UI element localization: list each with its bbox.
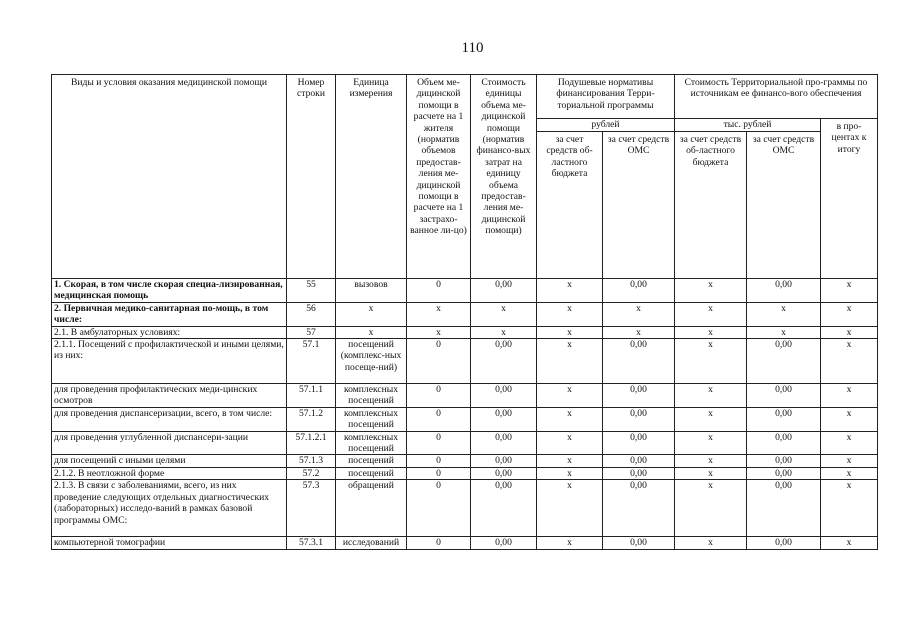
cell-name: компьютерной томографии bbox=[52, 537, 287, 549]
cell-unit: комплексных посещений bbox=[336, 384, 407, 408]
table-row bbox=[52, 279, 878, 303]
cell-cost-regional: x bbox=[675, 537, 747, 549]
cell-cost-oms: 0,00 bbox=[747, 279, 821, 303]
cell-row-number: 57.2 bbox=[287, 467, 336, 479]
cell-unit-cost: 0,00 bbox=[471, 467, 537, 479]
cell-unit-cost: 0,00 bbox=[471, 431, 537, 455]
cell-cost-oms: 0,00 bbox=[747, 339, 821, 384]
cell-cost-oms: x bbox=[747, 302, 821, 326]
cell-percent: x bbox=[821, 339, 878, 384]
cell-norm-oms: 0,00 bbox=[603, 339, 675, 384]
cell-percent: x bbox=[821, 279, 878, 303]
cell-volume: 0 bbox=[407, 339, 471, 384]
header-norm-regional-budget: за счет средств об-ластного бюджета bbox=[537, 132, 603, 279]
table-row bbox=[52, 407, 878, 431]
cell-norm-oms: 0,00 bbox=[603, 455, 675, 467]
cell-unit-cost: 0,00 bbox=[471, 339, 537, 384]
cell-row-number: 56 bbox=[287, 302, 336, 326]
funding-table bbox=[51, 74, 878, 550]
cell-unit: комплексных посещений bbox=[336, 407, 407, 431]
cell-norm-oms: x bbox=[603, 326, 675, 338]
table-row bbox=[52, 326, 878, 338]
cell-cost-oms: 0,00 bbox=[747, 537, 821, 549]
cell-name: для проведения профилактических меди-цинских осмотров bbox=[52, 384, 287, 408]
cell-unit: посещений bbox=[336, 455, 407, 467]
header-norm-oms: за счет средств ОМС bbox=[603, 132, 675, 279]
cell-cost-regional: x bbox=[675, 431, 747, 455]
cell-unit: вызовов bbox=[336, 279, 407, 303]
cell-row-number: 57.1.2 bbox=[287, 407, 336, 431]
cell-volume: 0 bbox=[407, 537, 471, 549]
cell-percent: x bbox=[821, 480, 878, 537]
table-body bbox=[52, 279, 878, 550]
cell-norm-oms: x bbox=[603, 302, 675, 326]
header-per-capita-norms: Подушевые нормативы финансирования Терри-ториальной программы bbox=[537, 75, 675, 119]
cell-unit-cost: 0,00 bbox=[471, 480, 537, 537]
cell-cost-regional: x bbox=[675, 480, 747, 537]
cell-percent: x bbox=[821, 407, 878, 431]
cell-cost-oms: 0,00 bbox=[747, 480, 821, 537]
page-number: 110 bbox=[461, 40, 484, 56]
table-row bbox=[52, 480, 878, 537]
cell-norm-regional: x bbox=[537, 339, 603, 384]
cell-volume: 0 bbox=[407, 279, 471, 303]
cell-row-number: 57.1.1 bbox=[287, 384, 336, 408]
header-unit-cost: Стоимость единицы объема ме-дицинской помощи (норматив финансо-вых затрат на единицу объема предостав-ления ме-дицинской помощи) bbox=[471, 75, 537, 279]
header-cost-oms: за счет средств ОМС bbox=[747, 132, 821, 279]
header-program-cost: Стоимость Территориальной про-граммы по источникам ее финансо-вого обеспечения bbox=[675, 75, 878, 119]
cell-unit: обращений bbox=[336, 480, 407, 537]
cell-percent: x bbox=[821, 384, 878, 408]
cell-row-number: 57.3.1 bbox=[287, 537, 336, 549]
cell-volume: 0 bbox=[407, 455, 471, 467]
header-type: Виды и условия оказания медицинской помощи bbox=[52, 75, 287, 279]
cell-name: 2.1.2. В неотложной форме bbox=[52, 467, 287, 479]
cell-percent: x bbox=[821, 431, 878, 455]
cell-norm-oms: 0,00 bbox=[603, 467, 675, 479]
cell-volume: 0 bbox=[407, 480, 471, 537]
cell-norm-regional: x bbox=[537, 431, 603, 455]
cell-row-number: 57.1.3 bbox=[287, 455, 336, 467]
table-row bbox=[52, 467, 878, 479]
cell-unit-cost: 0,00 bbox=[471, 455, 537, 467]
cell-volume: 0 bbox=[407, 407, 471, 431]
cell-norm-regional: x bbox=[537, 384, 603, 408]
table-row bbox=[52, 302, 878, 326]
cell-percent: x bbox=[821, 326, 878, 338]
cell-norm-regional: x bbox=[537, 326, 603, 338]
cell-cost-regional: x bbox=[675, 326, 747, 338]
cell-name: 1. Скорая, в том числе скорая специа-лизированная, медицинская помощь bbox=[52, 279, 287, 303]
cell-percent: x bbox=[821, 302, 878, 326]
cell-row-number: 57.1.2.1 bbox=[287, 431, 336, 455]
cell-percent: x bbox=[821, 537, 878, 549]
cell-cost-regional: x bbox=[675, 407, 747, 431]
cell-cost-regional: x bbox=[675, 467, 747, 479]
cell-cost-regional: x bbox=[675, 302, 747, 326]
cell-unit-cost: 0,00 bbox=[471, 407, 537, 431]
cell-cost-oms: x bbox=[747, 326, 821, 338]
cell-row-number: 57.1 bbox=[287, 339, 336, 384]
header-unit-rubles: рублей bbox=[537, 119, 675, 132]
cell-volume: 0 bbox=[407, 467, 471, 479]
table-row bbox=[52, 339, 878, 384]
cell-cost-oms: 0,00 bbox=[747, 455, 821, 467]
cell-norm-oms: 0,00 bbox=[603, 480, 675, 537]
cell-norm-regional: x bbox=[537, 279, 603, 303]
header-cost-regional-budget: за счет средств об-ластного бюджета bbox=[675, 132, 747, 279]
cell-row-number: 55 bbox=[287, 279, 336, 303]
cell-unit: исследований bbox=[336, 537, 407, 549]
cell-cost-regional: x bbox=[675, 279, 747, 303]
cell-name: для проведения диспансеризации, всего, в том числе: bbox=[52, 407, 287, 431]
cell-cost-oms: 0,00 bbox=[747, 407, 821, 431]
cell-unit: x bbox=[336, 302, 407, 326]
cell-norm-regional: x bbox=[537, 467, 603, 479]
cell-name: для посещений с иными целями bbox=[52, 455, 287, 467]
cell-volume: x bbox=[407, 326, 471, 338]
table-row bbox=[52, 537, 878, 549]
cell-norm-regional: x bbox=[537, 407, 603, 431]
cell-unit: посещений bbox=[336, 467, 407, 479]
cell-volume: 0 bbox=[407, 431, 471, 455]
header-row-number: Номер строки bbox=[287, 75, 336, 279]
cell-unit: комплексных посещений bbox=[336, 431, 407, 455]
cell-cost-oms: 0,00 bbox=[747, 431, 821, 455]
cell-norm-regional: x bbox=[537, 480, 603, 537]
table-row bbox=[52, 455, 878, 467]
cell-unit-cost: 0,00 bbox=[471, 537, 537, 549]
cell-row-number: 57 bbox=[287, 326, 336, 338]
cell-volume: 0 bbox=[407, 384, 471, 408]
cell-name: 2. Первичная медико-санитарная по-мощь, в том числе: bbox=[52, 302, 287, 326]
header-volume: Объем ме-дицинской помощи в расчете на 1 жителя (норматив объемов предостав-ления ме-дицинской помощи в расчете на 1 застрахо-ванное ли-цо) bbox=[407, 75, 471, 279]
cell-cost-oms: 0,00 bbox=[747, 384, 821, 408]
cell-cost-regional: x bbox=[675, 339, 747, 384]
cell-norm-oms: 0,00 bbox=[603, 279, 675, 303]
cell-norm-oms: 0,00 bbox=[603, 537, 675, 549]
cell-unit: x bbox=[336, 326, 407, 338]
cell-name: 2.1.1. Посещений с профилактической и иными целями, из них: bbox=[52, 339, 287, 384]
cell-name: для проведения углубленной диспансери-зации bbox=[52, 431, 287, 455]
table-row bbox=[52, 384, 878, 408]
cell-norm-oms: 0,00 bbox=[603, 384, 675, 408]
header-unit: Единица измерения bbox=[336, 75, 407, 279]
header-percent: в про-центах к итогу bbox=[821, 119, 878, 279]
cell-cost-oms: 0,00 bbox=[747, 467, 821, 479]
cell-percent: x bbox=[821, 467, 878, 479]
cell-name: 2.1.3. В связи с заболеваниями, всего, из них проведение следующих отдельных диагностических (лабораторных) исследо-ваний в рамках базовой программы ОМС: bbox=[52, 480, 287, 537]
cell-unit-cost: 0,00 bbox=[471, 384, 537, 408]
cell-volume: x bbox=[407, 302, 471, 326]
cell-percent: x bbox=[821, 455, 878, 467]
cell-norm-oms: 0,00 bbox=[603, 431, 675, 455]
cell-unit-cost: 0,00 bbox=[471, 279, 537, 303]
cell-norm-regional: x bbox=[537, 302, 603, 326]
cell-norm-regional: x bbox=[537, 455, 603, 467]
cell-unit-cost: x bbox=[471, 326, 537, 338]
cell-cost-regional: x bbox=[675, 384, 747, 408]
cell-cost-regional: x bbox=[675, 455, 747, 467]
header-unit-thousand-rubles: тыс. рублей bbox=[675, 119, 821, 132]
cell-unit: посещений (комплекс-ных посеще-ний) bbox=[336, 339, 407, 384]
table-row bbox=[52, 431, 878, 455]
cell-norm-oms: 0,00 bbox=[603, 407, 675, 431]
cell-unit-cost: x bbox=[471, 302, 537, 326]
cell-norm-regional: x bbox=[537, 537, 603, 549]
cell-name: 2.1. В амбулаторных условиях: bbox=[52, 326, 287, 338]
cell-row-number: 57.3 bbox=[287, 480, 336, 537]
